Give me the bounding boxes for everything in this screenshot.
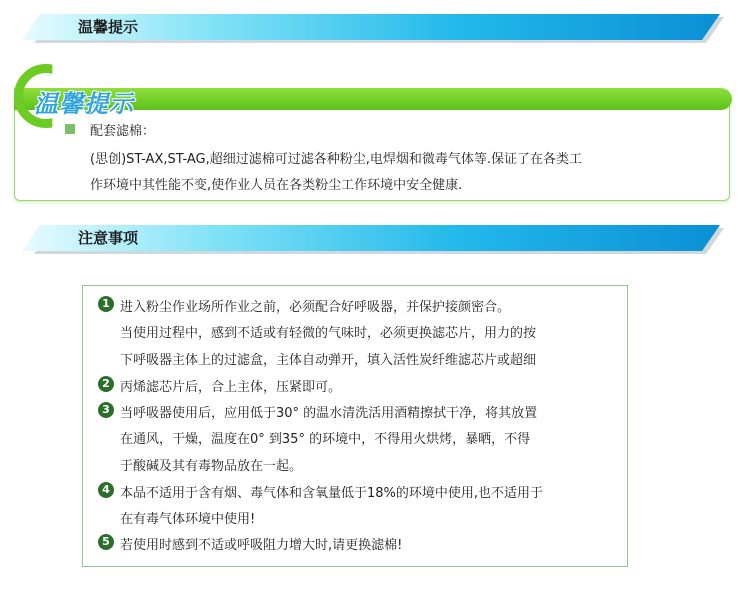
tip-line: 作环境中其性能不变,使作业人员在各类粉尘工作环境中安全健康. xyxy=(90,178,463,193)
section-title-notes: 注意事项 xyxy=(78,229,139,247)
tip-heading: 配套滤棉： xyxy=(90,124,156,139)
tip-line: (思创)ST-AX,ST-AG,超细过滤棉可过滤各种粉尘,电焊烟和微毒气体等.保证了在各类工 xyxy=(90,152,583,167)
note-line: 在通风，干燥，温度在0° 到35° 的环境中，不得用火烘烤，暴晒，不得 xyxy=(120,432,531,447)
number-badge-icon: 2 xyxy=(98,376,114,392)
note-line: 在有毒气体环境中使用! xyxy=(120,512,256,527)
note-line: 下呼吸器主体上的过滤盒，主体自动弹开，填入活性炭纤维滤芯片或超细 xyxy=(120,353,537,368)
number-badge-icon: 5 xyxy=(98,534,114,550)
section-title-tips: 温馨提示 xyxy=(78,18,139,36)
note-line: 于酸碱及其有毒物品放在一起。 xyxy=(120,459,303,474)
note-line: 当使用过程中，感到不适或有轻微的气味时，必须更换滤芯片，用力的按 xyxy=(120,326,537,341)
number-badge-icon: 1 xyxy=(98,296,114,312)
note-line: 本品不适用于含有烟、毒气体和含氧量低于18%的环境中使用,也不适用于 xyxy=(120,486,544,501)
tip-logo-text: 温馨提示 xyxy=(34,89,134,118)
note-line: 当呼吸器使用后，应用低于30° 的温水清洗活用酒精擦拭干净，将其放置 xyxy=(120,406,538,421)
note-line: 丙烯滤芯片后，合上主体，压紧即可。 xyxy=(120,380,342,395)
number-badge-icon: 4 xyxy=(98,482,114,498)
note-line: 若使用时感到不适或呼吸阻力增大时,请更换滤棉! xyxy=(120,538,403,553)
bullet-square-icon xyxy=(65,124,75,134)
note-line: 进入粉尘作业场所作业之前，必须配合好呼吸器，并保护接颜密合。 xyxy=(120,300,511,315)
number-badge-icon: 3 xyxy=(98,402,114,418)
